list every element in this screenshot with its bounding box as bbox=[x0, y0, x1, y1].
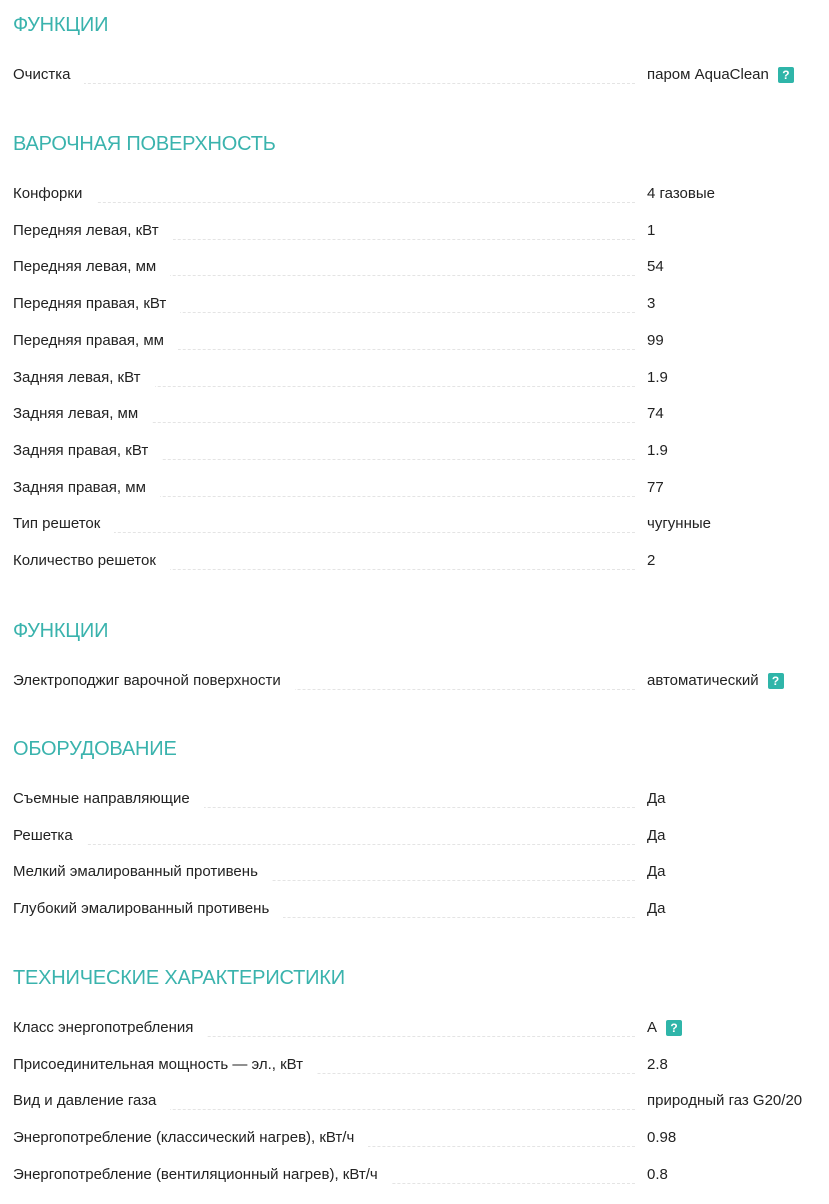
spec-value bbox=[647, 550, 655, 572]
spec-value bbox=[647, 440, 668, 462]
spec-value bbox=[647, 825, 666, 847]
spec-label: Вид и давление газа bbox=[13, 1090, 170, 1112]
spec-row bbox=[13, 1127, 818, 1149]
spec-label: Задняя левая, кВт bbox=[13, 367, 155, 389]
section-title: ТЕХНИЧЕСКИЕ ХАРАКТЕРИСТИКИ bbox=[13, 967, 345, 989]
spec-value bbox=[647, 1054, 668, 1076]
spec-section bbox=[13, 618, 818, 689]
spec-label: Конфорки bbox=[13, 183, 96, 205]
spec-value bbox=[647, 788, 666, 810]
spec-value bbox=[647, 861, 666, 883]
spec-value bbox=[647, 670, 784, 692]
spec-value-text: Да bbox=[647, 900, 666, 918]
spec-label: Передняя левая, мм bbox=[13, 256, 170, 278]
spec-label: Тип решеток bbox=[13, 513, 114, 535]
spec-row bbox=[13, 513, 818, 535]
spec-value bbox=[647, 1090, 802, 1112]
dotted-leader bbox=[13, 83, 635, 84]
dotted-leader bbox=[13, 202, 635, 203]
spec-value bbox=[647, 403, 664, 425]
spec-value-text: A bbox=[647, 1019, 658, 1036]
spec-value-text: 1.9 bbox=[647, 368, 668, 386]
spec-label: Энергопотребление (вентиляционный нагрев), кВт/ч bbox=[13, 1164, 392, 1186]
spec-value-text: Да bbox=[647, 863, 666, 881]
section-title: ВАРОЧНАЯ ПОВЕРХНОСТЬ bbox=[13, 133, 276, 155]
spec-label: Съемные направляющие bbox=[13, 788, 204, 810]
spec-label: Энергопотребление (классический нагрев), кВт/ч bbox=[13, 1127, 368, 1149]
spec-label: Передняя левая, кВт bbox=[13, 220, 173, 242]
spec-value-text: чугунные bbox=[647, 515, 711, 533]
section-title: ФУНКЦИИ bbox=[13, 620, 109, 642]
spec-label: Задняя правая, мм bbox=[13, 477, 160, 499]
spec-row bbox=[13, 670, 818, 692]
spec-value bbox=[647, 256, 664, 278]
spec-row bbox=[13, 1164, 818, 1186]
spec-row bbox=[13, 477, 818, 499]
spec-label: Задняя левая, мм bbox=[13, 403, 152, 425]
spec-row bbox=[13, 220, 818, 242]
help-icon[interactable]: ? bbox=[778, 67, 794, 83]
spec-value-text: 77 bbox=[647, 478, 664, 496]
spec-label: Количество решеток bbox=[13, 550, 170, 572]
spec-row bbox=[13, 440, 818, 462]
spec-value-text: 1.9 bbox=[647, 441, 668, 459]
spec-label: Глубокий эмалированный противень bbox=[13, 898, 283, 920]
spec-value bbox=[647, 183, 715, 205]
spec-row bbox=[13, 861, 818, 883]
spec-row bbox=[13, 1054, 818, 1076]
spec-value-text: 99 bbox=[647, 331, 664, 349]
spec-section bbox=[13, 131, 818, 569]
spec-label: Решетка bbox=[13, 825, 87, 847]
spec-value bbox=[647, 1127, 676, 1149]
spec-value-text: 54 bbox=[647, 258, 664, 276]
spec-label: Передняя правая, мм bbox=[13, 330, 178, 352]
spec-value bbox=[647, 367, 668, 389]
spec-row bbox=[13, 788, 818, 810]
spec-label: Электроподжиг варочной поверхности bbox=[13, 670, 295, 692]
spec-section bbox=[13, 736, 818, 918]
spec-value-text: 74 bbox=[647, 405, 664, 423]
spec-value bbox=[647, 477, 664, 499]
help-icon[interactable]: ? bbox=[768, 673, 784, 689]
spec-row bbox=[13, 825, 818, 847]
spec-row bbox=[13, 1090, 818, 1112]
spec-row bbox=[13, 293, 818, 315]
spec-label: Задняя правая, кВт bbox=[13, 440, 162, 462]
spec-value bbox=[647, 330, 664, 352]
spec-row bbox=[13, 330, 818, 352]
spec-row bbox=[13, 183, 818, 205]
dotted-leader bbox=[13, 844, 635, 845]
spec-label: Очистка bbox=[13, 64, 84, 86]
spec-value-text: Да bbox=[647, 790, 666, 807]
spec-value bbox=[647, 1164, 668, 1186]
spec-row bbox=[13, 367, 818, 389]
spec-value bbox=[647, 898, 666, 920]
spec-label: Класс энергопотребления bbox=[13, 1017, 207, 1039]
spec-value-text: 3 bbox=[647, 295, 656, 313]
spec-value-text: 1 bbox=[647, 221, 656, 239]
spec-row bbox=[13, 898, 818, 920]
section-title: ОБОРУДОВАНИЕ bbox=[13, 738, 177, 760]
spec-section bbox=[13, 965, 818, 1183]
spec-row bbox=[13, 403, 818, 425]
spec-value-text: паром AquaClean bbox=[647, 66, 769, 83]
spec-row bbox=[13, 550, 818, 572]
section-title: ФУНКЦИИ bbox=[13, 14, 109, 36]
spec-value bbox=[647, 513, 711, 535]
spec-label: Мелкий эмалированный противень bbox=[13, 861, 272, 883]
spec-value bbox=[647, 220, 655, 242]
spec-value-text: 0.98 bbox=[647, 1129, 677, 1147]
spec-value-text: 0.8 bbox=[647, 1165, 668, 1183]
spec-value-text: 2 bbox=[647, 552, 656, 569]
spec-value-text: 4 газовые bbox=[647, 185, 715, 202]
spec-row bbox=[13, 256, 818, 278]
spec-value-text: автоматический bbox=[647, 672, 759, 689]
spec-label: Передняя правая, кВт bbox=[13, 293, 180, 315]
help-icon[interactable]: ? bbox=[666, 1020, 682, 1036]
spec-section bbox=[13, 12, 818, 83]
spec-value-text: 2.8 bbox=[647, 1055, 668, 1073]
spec-row bbox=[13, 64, 818, 86]
spec-value bbox=[647, 64, 794, 86]
spec-value bbox=[647, 293, 655, 315]
spec-value bbox=[647, 1017, 682, 1039]
spec-label: Присоединительная мощность — эл., кВт bbox=[13, 1054, 317, 1076]
spec-value-text: природный газ G20/20 bbox=[647, 1092, 803, 1110]
spec-row bbox=[13, 1017, 818, 1039]
spec-value-text: Да bbox=[647, 826, 666, 844]
